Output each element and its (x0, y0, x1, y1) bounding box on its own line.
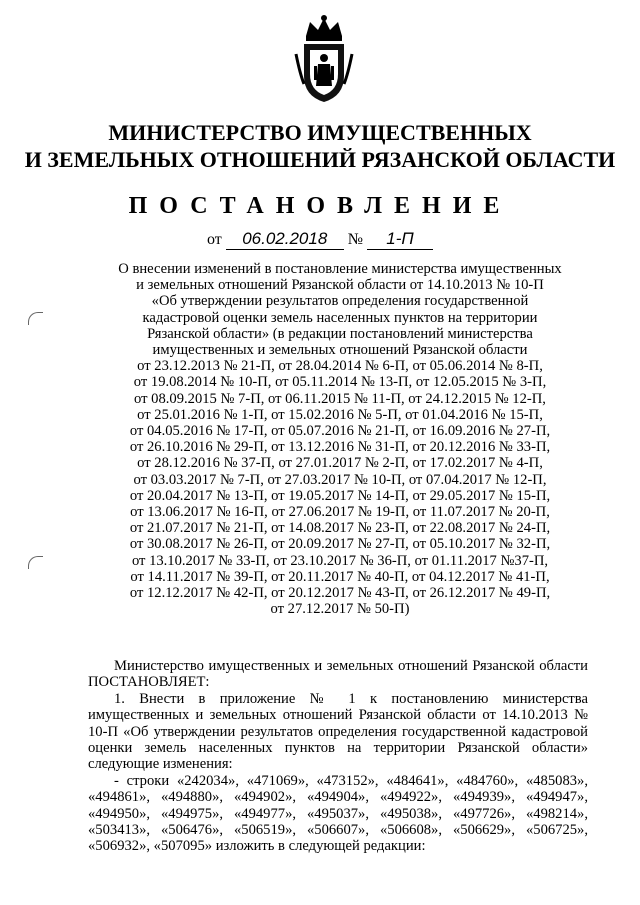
caption-line: от 08.09.2015 № 7-П, от 06.11.2015 № 11-П, от 24.12.2015 № 12-П, (134, 390, 546, 407)
caption-line: О внесении изменений в постановление министерства имущественных (118, 261, 562, 277)
caption-line: от 28.12.2016 № 37-П, от 27.01.2017 № 2-П, от 17.02.2017 № 4-П, (137, 455, 543, 472)
body-paragraph-3: - строки «242034», «471069», «473152», «484641», «484760», «485083», «494861», «494880», «494902», «494904», «494922», «494939», «494947», «494950», «494975», «494977», «495037», «495038», «497726», «498214», «503413», «506476», «506519», «506607», «506608», «506629», «506725», «506932», «507095» изложить в следующей редакции: (88, 773, 588, 855)
caption-line: от 21.07.2017 № 21-П, от 14.08.2017 № 23-П, от 22.08.2017 № 24-П, (129, 520, 551, 537)
caption-line: от 04.05.2016 № 17-П, от 05.07.2016 № 21-П, от 16.09.2016 № 27-П, (129, 423, 551, 440)
ministry-name-line1: МИНИСТЕРСТВО ИМУЩЕСТВЕННЫХ (108, 120, 532, 145)
body-paragraph-1: Министерство имущественных и земельных отношений Рязанской области ПОСТАНОВЛЯЕТ: (88, 658, 588, 691)
caption-line: и земельных отношений Рязанской области от 14.10.2013 № 10-П (136, 277, 544, 294)
date-line (0, 229, 640, 250)
caption-line: от 25.01.2016 № 1-П, от 15.02.2016 № 5-П, от 01.04.2016 № 15-П, (137, 406, 543, 423)
date-prefix: от (206, 231, 222, 248)
coat-of-arms-emblem (292, 14, 356, 106)
caption-line: от 30.08.2017 № 26-П, от 20.09.2017 № 27-П, от 05.10.2017 № 32-П, (129, 536, 551, 553)
caption-line: Рязанской области» (в редакции постановлений министерства (147, 325, 533, 342)
caption-line: от 13.10.2017 № 33-П, от 23.10.2017 № 36-П, от 01.11.2017 №37-П, (131, 552, 549, 569)
caption-line: кадастровой оценки земель населенных пунктов на территории (142, 309, 538, 326)
hole-punch-mark (28, 312, 43, 325)
document-date: 06.02.2018 (226, 229, 344, 250)
caption-line: имущественных и земельных отношений Рязанской области (152, 342, 528, 359)
document-number: 1-П (367, 229, 433, 250)
body-paragraph-2: 1. Внести в приложение № 1 к постановлению министерства имущественных и земельных отношений Рязанской области от 14.10.2013 № 10-П «Об утверждении результатов определения государственной кадастровой оценки земель населенных пунктов на территории Рязанской области» следующие изменения: (88, 691, 588, 773)
caption-line: от 12.12.2017 № 42-П, от 20.12.2017 № 43-П, от 26.12.2017 № 49-П, (129, 585, 551, 602)
caption-line: от 20.04.2017 № 13-П, от 19.05.2017 № 14-П, от 29.05.2017 № 15-П, (129, 487, 551, 504)
caption-line: от 27.12.2017 № 50-П) (270, 601, 410, 618)
document-caption (100, 261, 580, 617)
caption-line: от 14.11.2017 № 39-П, от 20.11.2017 № 40-П, от 04.12.2017 № 41-П, (130, 568, 550, 585)
number-prefix: № (347, 231, 364, 248)
caption-line: «Об утверждении результатов определения государственной (151, 293, 529, 310)
ministry-name-line2: И ЗЕМЕЛЬНЫХ ОТНОШЕНИЙ РЯЗАНСКОЙ ОБЛАСТИ (24, 147, 616, 172)
caption-line: от 19.08.2014 № 10-П, от 05.11.2014 № 13-П, от 12.05.2015 № 3-П, (133, 374, 547, 391)
document-title: ПОСТАНОВЛЕНИЕ (128, 193, 512, 219)
hole-punch-mark (28, 556, 43, 569)
caption-line: от 03.03.2017 № 7-П, от 27.03.2017 № 10-П, от 07.04.2017 № 12-П, (133, 471, 547, 488)
caption-line: от 26.10.2016 № 29-П, от 13.12.2016 № 31-П, от 20.12.2016 № 33-П, (129, 439, 551, 456)
caption-line: от 13.06.2017 № 16-П, от 27.06.2017 № 19-П, от 11.07.2017 № 20-П, (130, 504, 550, 521)
caption-line: от 23.12.2013 № 21-П, от 28.04.2014 № 6-П, от 05.06.2014 № 8-П, (137, 358, 543, 375)
